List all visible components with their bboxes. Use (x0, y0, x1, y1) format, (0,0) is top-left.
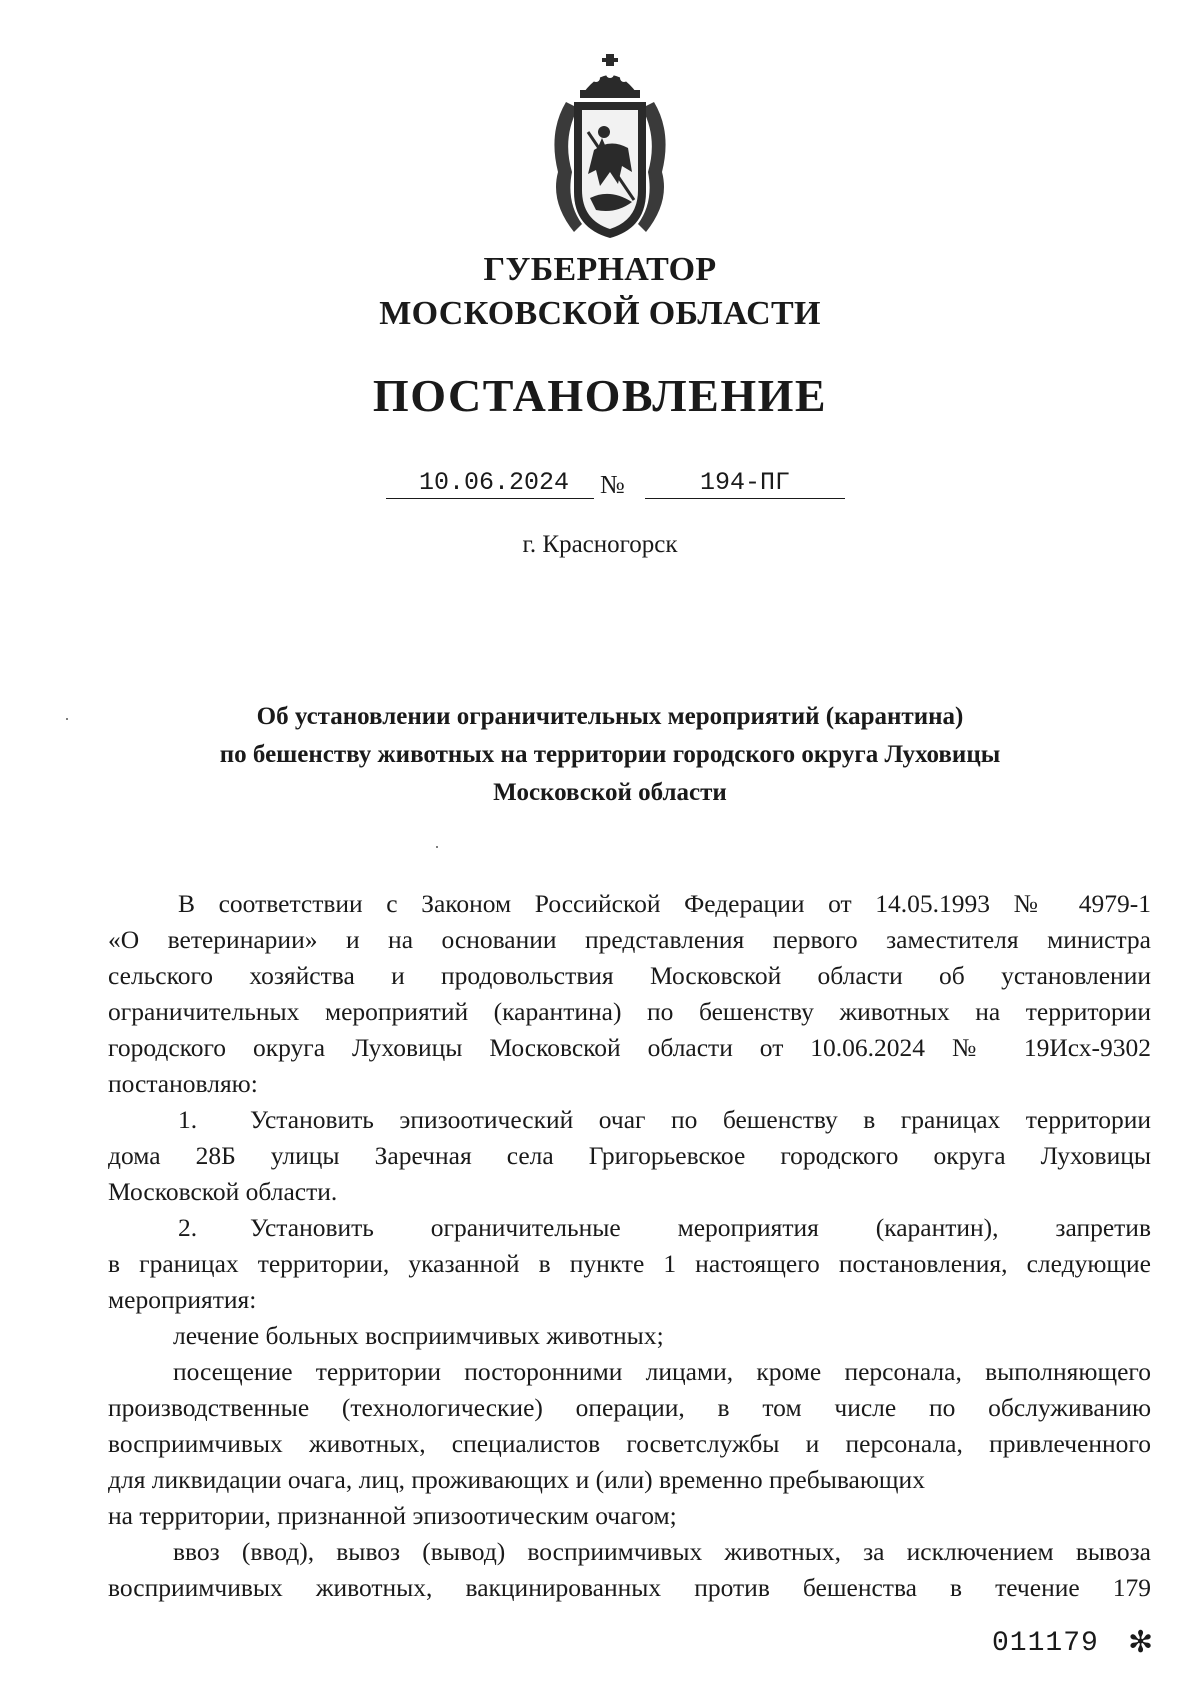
title-line: по бешенству животных на территории городского округа Луховицы (219, 741, 1001, 768)
preamble-line: городского округа Луховицы Московской области от 10.06.2024 № 19Исх-9302 (108, 1033, 1151, 1062)
item-2-text: Установить ограничительные мероприятия (карантин), запретив (250, 1213, 1151, 1242)
measure-3-line: восприимчивых животных, вакцинированных против бешенства в течение 179 (108, 1573, 1151, 1602)
document-date: 10.06.2024 (386, 468, 594, 499)
item-2-line: мероприятия: (108, 1285, 257, 1314)
measure-3-first-line: ввоз (ввод), вывоз (вывод) восприимчивых животных, за исключением вывоза (173, 1537, 1151, 1566)
measure-2-line: на территории, признанной эпизоотическим очагом; (108, 1501, 677, 1530)
preamble-line: «О ветеринарии» и на основании представления первого заместителя министра (108, 925, 1151, 954)
measure-1: лечение больных восприимчивых животных; (173, 1321, 664, 1350)
preamble-line: постановляю: (108, 1069, 258, 1098)
measure-2-first-line: посещение территории посторонними лицами, кроме персонала, выполняющего (173, 1357, 1151, 1386)
measure-2-line: для ликвидации очага, лиц, проживающих и (или) временно пребывающих (108, 1465, 925, 1494)
form-serial-number: 011179 (992, 1628, 1099, 1659)
document-title (150, 698, 1070, 812)
item-1-line: дома 28Б улицы Заречная села Григорьевское городского округа Луховицы (108, 1141, 1151, 1170)
document-type: ПОСТАНОВЛЕНИЕ (372, 370, 828, 421)
preamble-line: сельского хозяйства и продовольствия Московской области об установлении (108, 961, 1151, 990)
item-1-first-line (108, 1102, 1151, 1138)
item-2-number: 2. (178, 1213, 198, 1242)
issuer-title-line-1: ГУБЕРНАТОР (483, 251, 717, 288)
measure-2-line: производственные (технологические) операции, в том числе по обслуживанию (108, 1393, 1151, 1422)
title-line: Об установлении ограничительных мероприятий (карантина) (256, 703, 964, 730)
item-1-line: Московской области. (108, 1177, 338, 1206)
preamble-line: ограничительных мероприятий (карантина) по бешенству животных на территории (108, 997, 1151, 1026)
scan-speck (66, 718, 68, 720)
title-line: Московской области (493, 779, 727, 806)
item-1-text: Установить эпизоотический очаг по бешенству в границах территории (250, 1105, 1151, 1134)
item-2-first-line (108, 1210, 1151, 1246)
scan-speck (436, 846, 438, 848)
document-body (108, 886, 1151, 1606)
moscow-oblast-coat-of-arms (544, 52, 676, 244)
document-number: 194-ПГ (645, 468, 845, 499)
number-sign: № (600, 470, 625, 499)
preamble-line: В соответствии с Законом Российской Федерации от 14.05.1993 № 4979-1 (178, 889, 1151, 918)
asterisk-mark-icon: ✻ (1128, 1626, 1154, 1659)
item-2-line: в границах территории, указанной в пункте 1 настоящего постановления, следующие (108, 1249, 1151, 1278)
city-of-issue: г. Красногорск (522, 531, 678, 558)
measure-2-line: восприимчивых животных, специалистов госветслужбы и персонала, привлеченного (108, 1429, 1151, 1458)
item-1-number: 1. (178, 1105, 198, 1134)
issuer-title-line-2: МОСКОВСКОЙ ОБЛАСТИ (379, 295, 821, 332)
